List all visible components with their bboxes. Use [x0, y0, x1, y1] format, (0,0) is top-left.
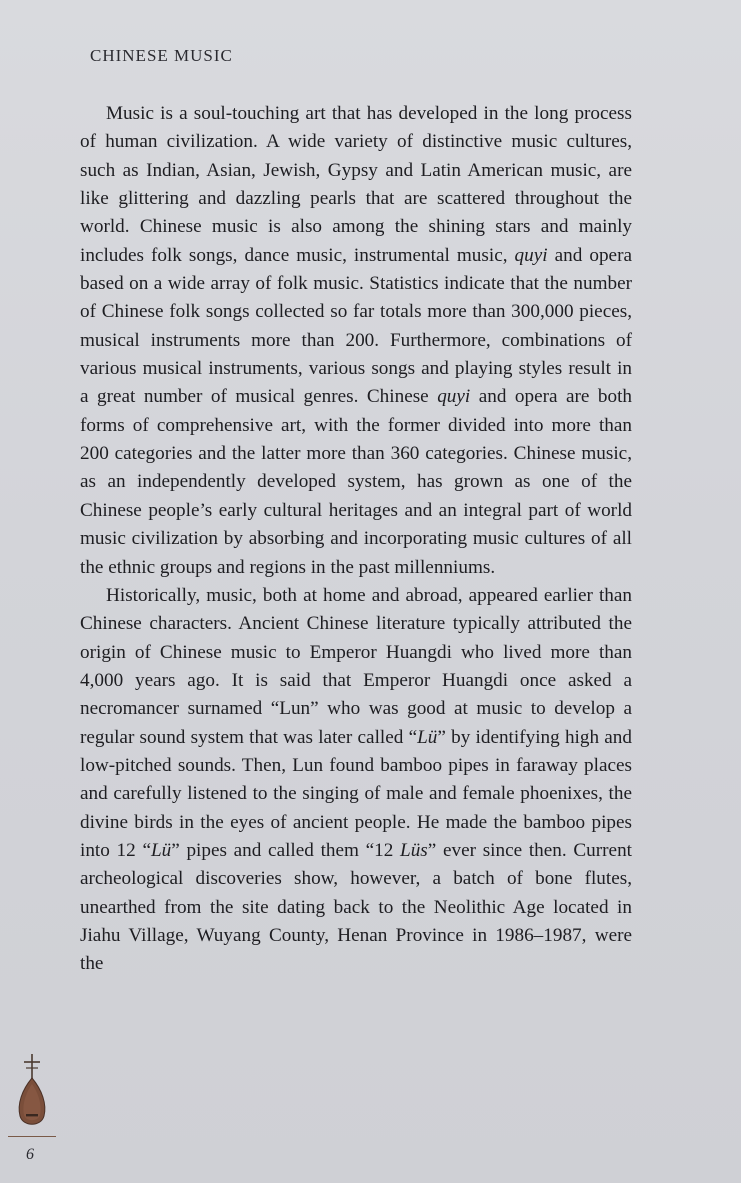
paragraph-segment: ” by identifying high and low-pitched sounds. Then, Lun found bamboo pipes in faraway places and carefully listened to the singing of male and female phoenixes, the divine birds in the eyes of ancient people. He made the bamboo pipes into 12 “	[80, 726, 632, 861]
paragraph-segment: Historically, music, both at home and abroad, appeared earlier than Chinese characters. Ancient Chinese literature typically attributed the origin of Chinese music to Emperor Huangdi who lived more than 4,000 years ago. It is said that Emperor Huangdi once asked a necromancer surnamed “Lun” who was good at music to develop a regular sound system that was later called “	[80, 584, 632, 748]
italic-term: Lüs	[400, 839, 428, 861]
page-number: 6	[26, 1146, 34, 1163]
paragraph-segment: and opera are both forms of comprehensive art, with the former divided into more than 200 categories and the latter more than 360 categories. Chinese music, as an independently developed system, has grown as one of the Chinese people’s early cultural heritages and an integral part of world music civilization by absorbing and incorporating music cultures of all the ethnic groups and regions in the past millenniums.	[80, 386, 632, 578]
paragraph-segment: ” ever since then. Current archeological discoveries show, however, a batch of bone flutes, unearthed from the site dating back to the Neolithic Age located in Jiahu Village, Wuyang County, Henan Province in 1986–1987, were the	[80, 839, 632, 975]
italic-term: Lü	[417, 726, 438, 748]
paragraph-1	[80, 100, 632, 582]
paragraph-segment: and opera based on a wide array of folk music. Statistics indicate that the number of Chinese folk songs collected so far totals more than 300,000 pieces, musical instruments more than 200. Furthermore, combinations of various musical instruments, various songs and playing styles result in a great number of musical genres. Chinese	[80, 244, 632, 408]
pipa-lute-icon	[14, 1052, 50, 1132]
paragraph-segment: Music is a soul-touching art that has developed in the long process of human civilization. A wide variety of distinctive music cultures, such as Indian, Asian, Jewish, Gypsy and Latin American music, are like glittering and dazzling pearls that are scattered throughout the world. Chinese music is also among the shining stars and mainly includes folk songs, dance music, instrumental music,	[80, 103, 632, 266]
body-text	[80, 100, 632, 979]
paragraph-segment: ” pipes and called them “12	[171, 839, 401, 861]
paragraph-2	[80, 582, 632, 979]
italic-term: Lü	[150, 839, 172, 861]
folio-rule	[8, 1136, 56, 1137]
italic-term: quyi	[437, 386, 471, 408]
running-head: CHINESE MUSIC	[90, 46, 233, 65]
italic-term: quyi	[514, 244, 548, 266]
